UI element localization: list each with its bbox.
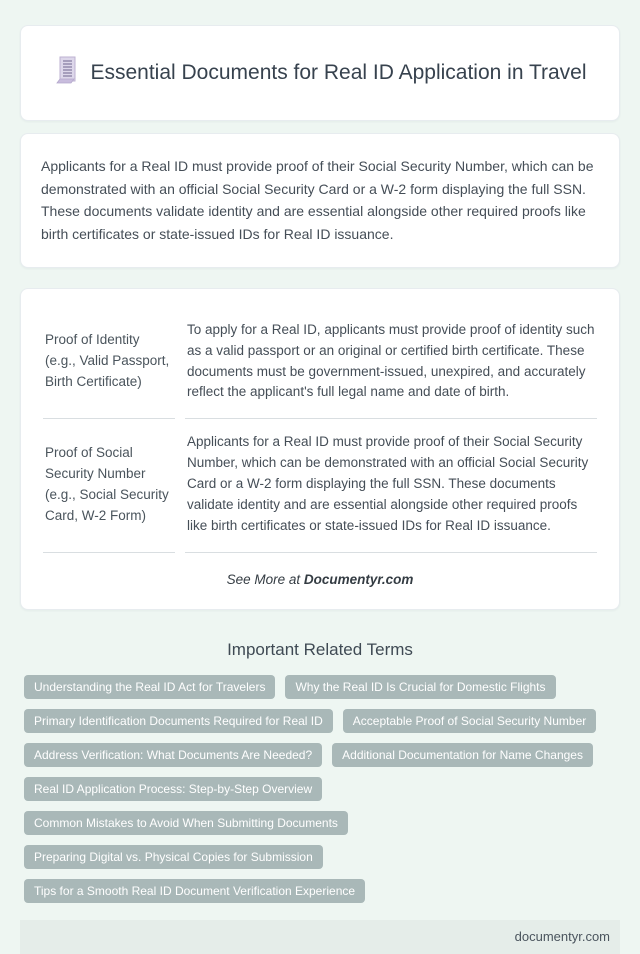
related-term-tag[interactable]: Common Mistakes to Avoid When Submitting Documents xyxy=(24,811,348,835)
table-term: Proof of Social Security Number (e.g., Social Security Card, W-2 Form) xyxy=(43,419,175,553)
table-row xyxy=(43,307,597,420)
page-title: Essential Documents for Real ID Application in Travel xyxy=(90,60,587,84)
tag-row xyxy=(24,845,616,869)
related-terms-heading: Important Related Terms xyxy=(227,639,413,659)
footer-bar xyxy=(20,920,620,954)
receipt-document-icon xyxy=(55,56,78,90)
related-term-tag[interactable]: Understanding the Real ID Act for Travelers xyxy=(24,675,275,699)
tag-row xyxy=(24,709,616,733)
related-term-tag[interactable]: Tips for a Smooth Real ID Document Verification Experience xyxy=(24,879,365,903)
related-term-tag[interactable]: Real ID Application Process: Step-by-Step Overview xyxy=(24,777,322,801)
see-more-prefix: See More at xyxy=(226,571,304,587)
tag-row xyxy=(24,777,616,801)
intro-paragraph: Applicants for a Real ID must provide proof of their Social Security Number, which can be demonstrated with an official Social Security Card or a W-2 form displaying the full SSN. These documents validate identity and are essential alongside other required proofs like birth certificates or state-issued IDs for Real ID issuance. xyxy=(41,158,594,243)
title-card xyxy=(20,25,620,121)
tag-row xyxy=(24,743,616,767)
intro-card xyxy=(20,133,620,268)
table-row xyxy=(43,419,597,553)
page xyxy=(0,25,640,951)
footer-site-name[interactable]: documentyr.com xyxy=(514,929,610,945)
brand-link[interactable]: Documentyr.com xyxy=(303,571,414,587)
related-term-tag[interactable]: Acceptable Proof of Social Security Number xyxy=(343,709,596,733)
related-term-tag[interactable]: Additional Documentation for Name Changes xyxy=(332,743,593,767)
table-term: Proof of Identity (e.g., Valid Passport, Birth Certificate) xyxy=(43,307,175,420)
tag-row xyxy=(24,811,616,835)
tag-row xyxy=(24,879,616,903)
related-term-tag[interactable]: Address Verification: What Documents Are Needed? xyxy=(24,743,322,767)
related-term-tag[interactable]: Why the Real ID Is Crucial for Domestic Flights xyxy=(285,675,555,699)
table-description: To apply for a Real ID, applicants must provide proof of identity such as a valid passport or an original or certified birth certificate. These documents must be government-issued, unexpired, and accurately reflect the applicant's full legal name and date of birth. xyxy=(185,307,597,420)
documents-table xyxy=(33,307,607,553)
content-column xyxy=(0,25,640,903)
documents-table-card xyxy=(20,288,620,610)
tag-row xyxy=(24,675,616,699)
related-terms-list xyxy=(20,675,620,903)
see-more-line xyxy=(33,572,607,587)
related-term-tag[interactable]: Preparing Digital vs. Physical Copies for Submission xyxy=(24,845,323,869)
table-description: Applicants for a Real ID must provide proof of their Social Security Number, which can be demonstrated with an official Social Security Card or a W-2 form displaying the full SSN. These documents validate identity and are essential alongside other required proofs like birth certificates or state-issued IDs for Real ID issuance. xyxy=(185,419,597,553)
related-term-tag[interactable]: Primary Identification Documents Required for Real ID xyxy=(24,709,333,733)
